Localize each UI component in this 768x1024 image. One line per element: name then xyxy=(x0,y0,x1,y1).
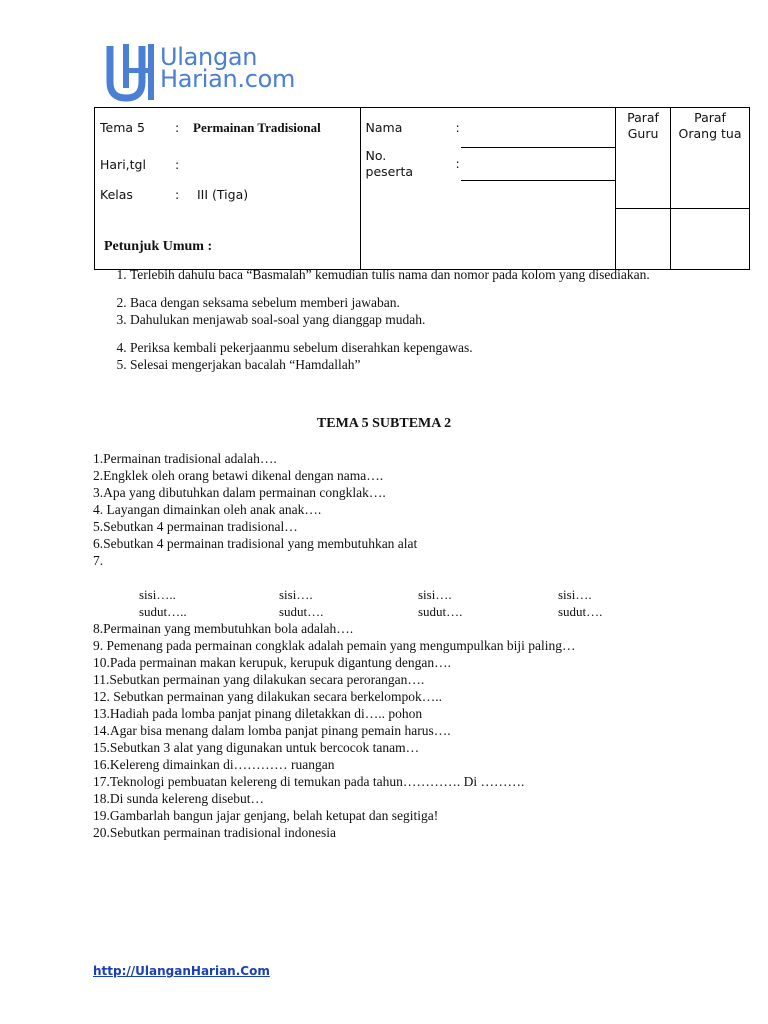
tema-label: Tema 5 xyxy=(100,120,145,135)
question-item: 17.Teknologi pembuatan kelereng di temukan pada tahun…………. Di ………. xyxy=(93,774,525,789)
question-item: 15.Sebutkan 3 alat yang digunakan untuk bercocok tanam… xyxy=(93,740,420,755)
identity-mid-cell xyxy=(360,108,616,270)
nama-input-line[interactable] xyxy=(461,147,616,148)
logo-text-line1: Ulangan xyxy=(160,43,258,71)
site-logo xyxy=(104,42,334,104)
nama-colon: : xyxy=(455,120,460,135)
logo-text-line2: Harian.com xyxy=(160,65,296,93)
nopeserta-label-2: peserta xyxy=(365,164,414,179)
kelas-label: Kelas xyxy=(100,187,133,202)
paraf-guru-line2: Guru xyxy=(627,126,659,141)
instruction-item: 3. Dahulukan menjawab soal-soal yang dianggap mudah. xyxy=(130,311,690,328)
tema-value: Permainan Tradisional xyxy=(193,120,321,135)
kelas-colon: : xyxy=(175,187,180,202)
questions-list xyxy=(93,450,603,841)
question-item: 1.Permainan tradisional adalah…. xyxy=(93,451,277,466)
shape-answer-grid xyxy=(93,569,603,620)
question-item: 13.Hadiah pada lomba panjat pinang diletakkan di….. pohon xyxy=(93,706,423,721)
instructions-title: Petunjuk Umum : xyxy=(104,239,213,254)
sisi-blank: sisi…. xyxy=(418,587,452,602)
nopeserta-colon: : xyxy=(455,156,460,171)
paraf-ortu-box[interactable] xyxy=(671,209,750,270)
sudut-blank: sudut….. xyxy=(139,604,187,619)
question-item: 18.Di sunda kelereng disebut… xyxy=(93,791,264,806)
paraf-guru-header xyxy=(616,108,671,209)
question-item: 20.Sebutkan permainan tradisional indonesia xyxy=(93,825,336,840)
kelas-value: III (Tiga) xyxy=(197,187,249,202)
nama-label: Nama xyxy=(365,120,403,135)
instruction-item: 4. Periksa kembali pekerjaanmu sebelum diserahkan kepengawas. xyxy=(130,339,690,356)
sisi-blank: sisi….. xyxy=(139,587,176,602)
sisi-blank: sisi…. xyxy=(558,587,592,602)
paraf-ortu-header xyxy=(671,108,750,209)
question-item: 7. xyxy=(93,553,104,568)
nopeserta-input-line[interactable] xyxy=(461,180,616,181)
instructions-list xyxy=(104,266,690,373)
question-item: 19.Gambarlah bangun jajar genjang, belah ketupat dan segitiga! xyxy=(93,808,439,823)
question-item: 14.Agar bisa menang dalam lomba panjat pinang pemain harus…. xyxy=(93,723,451,738)
hari-colon: : xyxy=(175,157,180,172)
question-item: 8.Permainan yang membutuhkan bola adalah…. xyxy=(93,621,354,636)
question-item: 10.Pada permainan makan kerupuk, kerupuk digantung dengan…. xyxy=(93,655,452,670)
instruction-item: 2. Baca dengan seksama sebelum memberi jawaban. xyxy=(130,294,690,311)
question-item: 2.Engklek oleh orang betawi dikenal dengan nama…. xyxy=(93,468,384,483)
ulanganharian-logo-icon xyxy=(104,42,164,104)
question-item: 9. Pemenang pada permainan congklak adalah pemain yang mengumpulkan biji paling… xyxy=(93,638,576,653)
instruction-item: 1. Terlebih dahulu baca “Basmalah” kemudian tulis nama dan nomor pada kolom yang disediakan. xyxy=(130,266,690,283)
sisi-blank: sisi…. xyxy=(279,587,313,602)
question-item: 6.Sebutkan 4 permainan tradisional yang membutuhkan alat xyxy=(93,536,418,551)
footer-website-link[interactable]: http://UlanganHarian.Com xyxy=(93,964,270,978)
paraf-ortu-line1: Paraf xyxy=(694,110,726,125)
question-item: 3.Apa yang dibutuhkan dalam permainan congklak…. xyxy=(93,485,386,500)
sudut-blank: sudut…. xyxy=(558,604,603,619)
nopeserta-label-1: No. xyxy=(365,148,387,163)
hari-label: Hari,tgl xyxy=(100,157,146,172)
question-item: 11.Sebutkan permainan yang dilakukan secara perorangan…. xyxy=(93,672,425,687)
paraf-guru-box[interactable] xyxy=(616,209,671,270)
question-item: 12. Sebutkan permainan yang dilakukan secara berkelompok….. xyxy=(93,689,443,704)
instruction-item: 5. Selesai mengerjakan bacalah “Hamdallah” xyxy=(130,356,690,373)
question-item: 5.Sebutkan 4 permainan tradisional… xyxy=(93,519,298,534)
question-item: 4. Layangan dimainkan oleh anak anak…. xyxy=(93,502,322,517)
sudut-blank: sudut…. xyxy=(279,604,324,619)
sudut-blank: sudut…. xyxy=(418,604,463,619)
tema-colon: : xyxy=(175,120,180,135)
paraf-guru-line1: Paraf xyxy=(627,110,659,125)
section-title: TEMA 5 SUBTEMA 2 xyxy=(316,416,452,431)
paraf-ortu-line2: Orang tua xyxy=(678,126,742,141)
question-item: 16.Kelereng dimainkan di………… ruangan xyxy=(93,757,335,772)
